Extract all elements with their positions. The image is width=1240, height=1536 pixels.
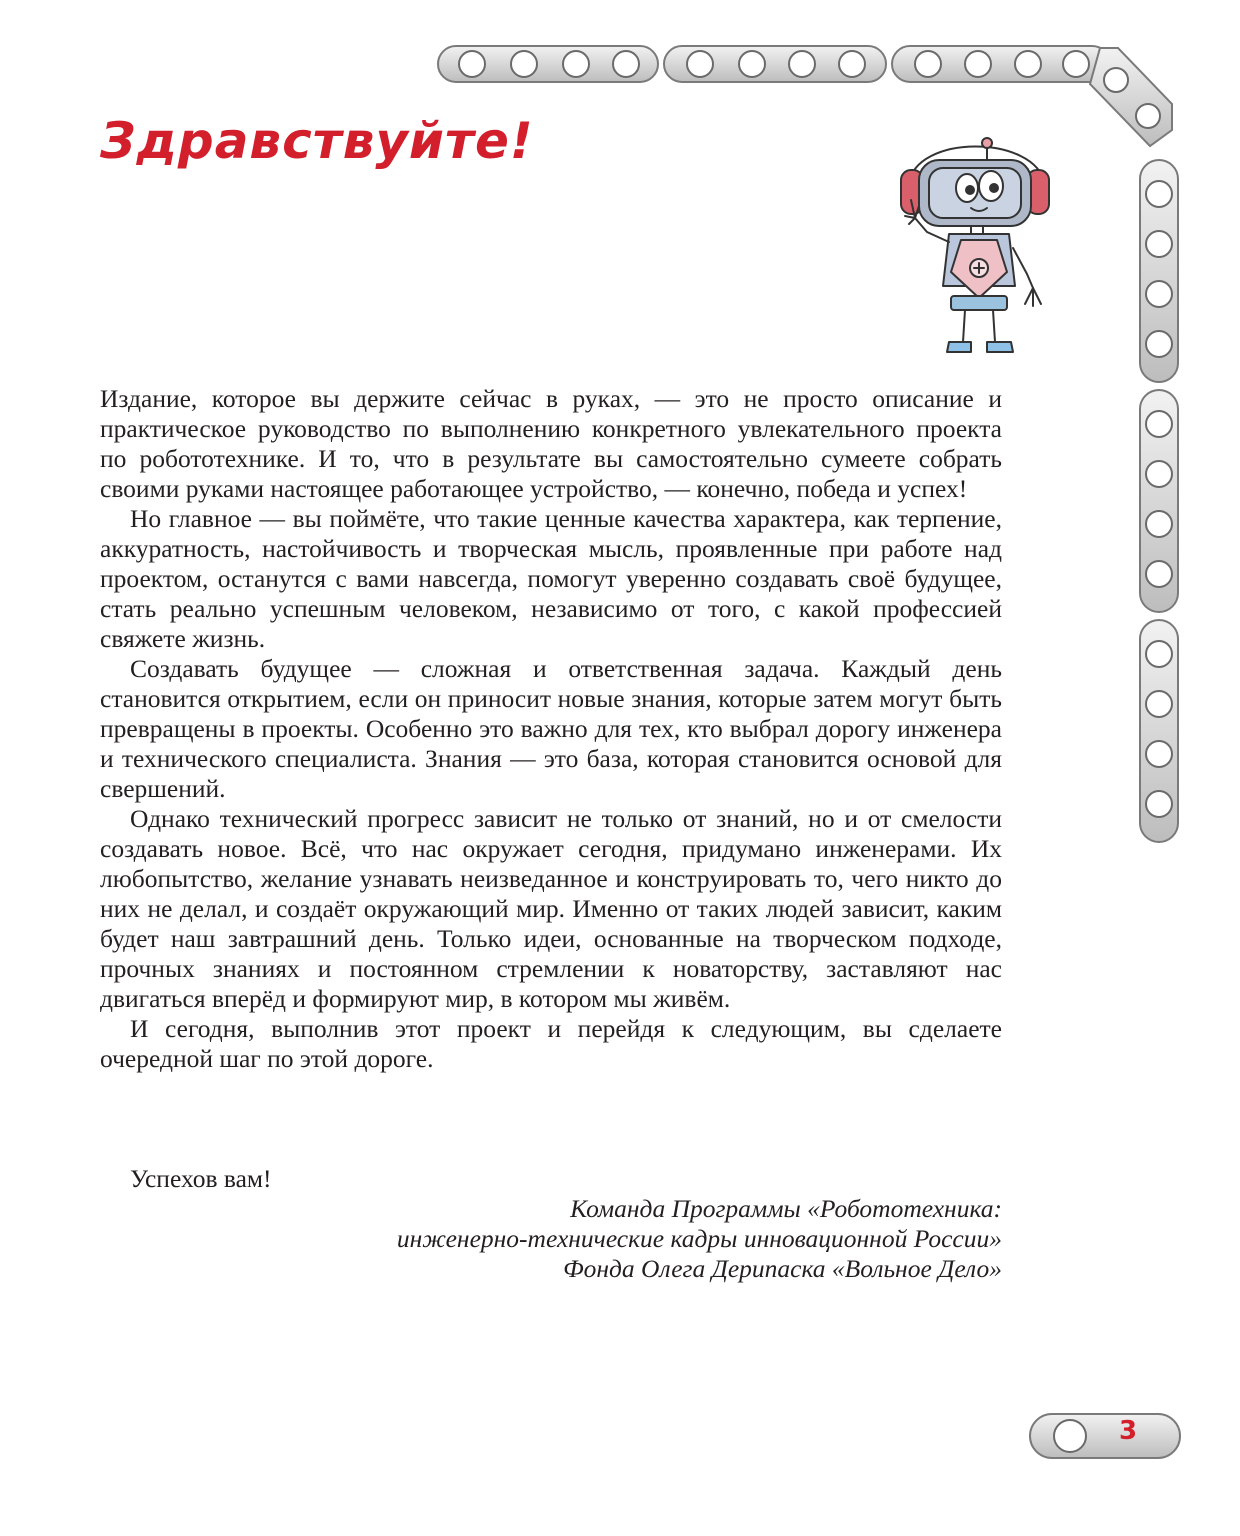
signature-line: Команда Программы «Робототехника:	[570, 1194, 1002, 1223]
page-title: Здравствуйте!	[100, 112, 534, 170]
signature	[397, 1194, 1002, 1284]
signature-line: инженерно-технические кадры инновационной России»	[396, 1224, 1002, 1253]
body-text	[100, 384, 1002, 1074]
paragraph: И сегодня, выполнив этот проект и перейдя к следующим, вы сделаете очередной шаг по этой дороге.	[100, 1014, 1002, 1073]
page-number: 3	[1118, 1416, 1138, 1446]
signature-line: Фонда Олега Дерипаска «Вольное Дело»	[563, 1254, 1002, 1283]
paragraph: Но главное — вы поймёте, что такие ценные качества характера, как терпение, аккуратность, настойчивость и творческая мысль, проявленные при работе над проектом, останутся с вами навсегда, помогут уверенно создавать своё будущее, стать реально успешным человеком, независимо от того, с какой профессией свяжете жизнь.	[100, 504, 1002, 653]
paragraph: Создавать будущее — сложная и ответственная задача. Каждый день становится открытием, если он приносит новые знания, которые затем могут быть превращены в проекты. Особенно это важно для тех, кто выбрал дорогу инженера и технического специалиста. Знания — это база, которая становится основой для свершений.	[100, 654, 1002, 803]
closing-line: Успехов вам!	[130, 1164, 272, 1193]
robot-illustration	[875, 128, 1075, 363]
paragraph: Однако технический прогресс зависит не только от знаний, но и от смелости создавать новое. Всё, что нас окружает сегодня, придумано инженерами. Их любопытство, желание узнавать неизведанное и конструировать то, чего никто до них не делал, и создаёт окружающий мир. Именно от таких людей зависит, каким будет наш завтрашний день. Только идеи, основанные на творческом подходе, прочных знаниях и постоянном стремлении к новаторству, заставляют нас двигаться вперёд и формируют мир, в котором мы живём.	[100, 804, 1002, 1013]
paragraph: Издание, которое вы держите сейчас в руках, — это не просто описание и практическое руководство по выполнению конкретного увлекательного проекта по робототехнике. И то, что в результате вы самостоятельно сумеете собрать своими руками настоящее работающее устройство, — конечно, победа и успех!	[100, 384, 1002, 503]
